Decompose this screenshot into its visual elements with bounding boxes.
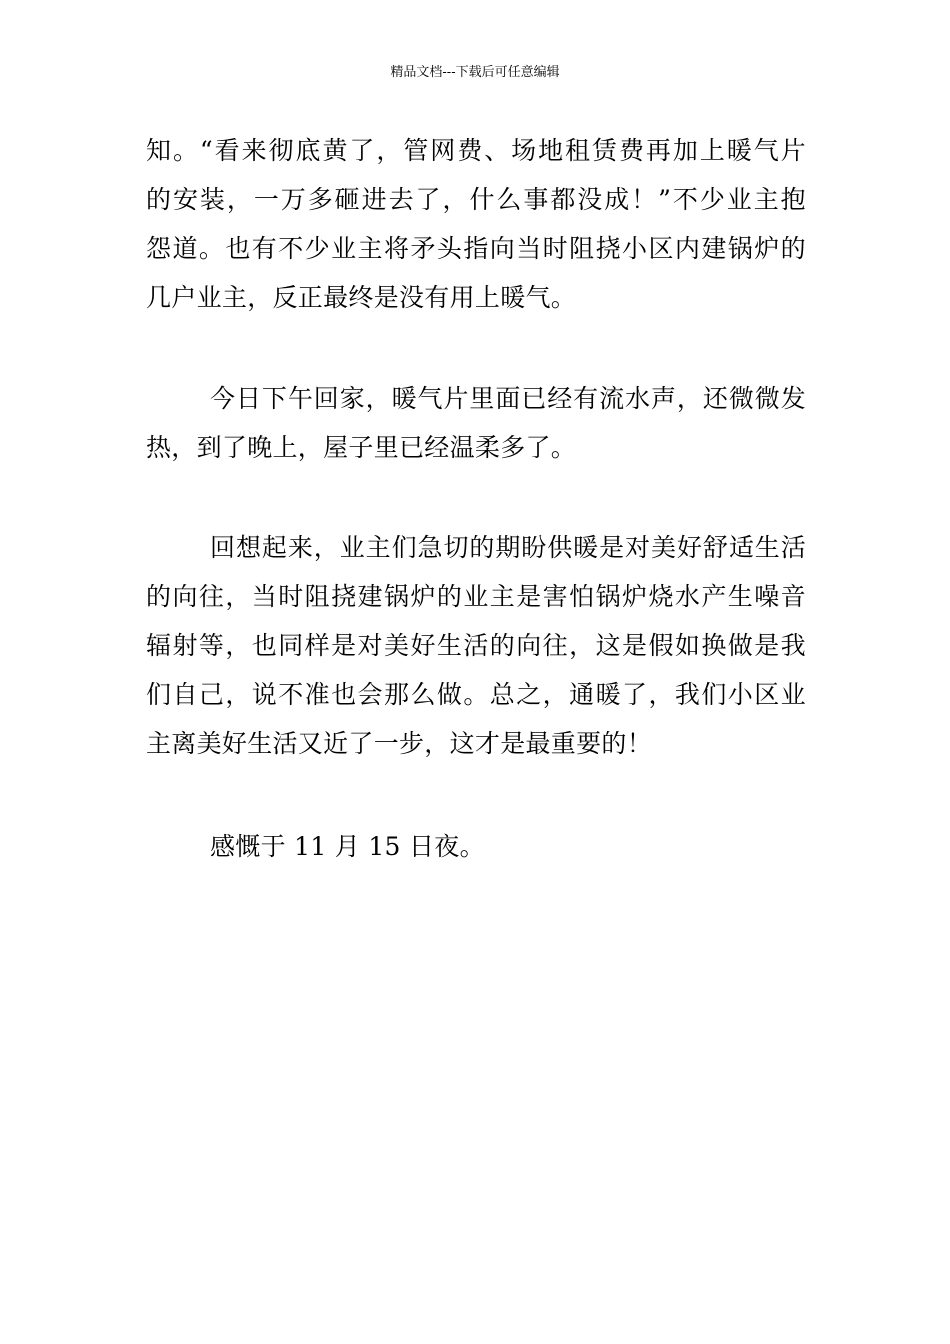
text-line: 回想起来，业主们急切的期盼供暖是对美好舒适生活 — [210, 533, 806, 562]
text-line: 辐射等，也同样是对美好生活的向往，这是假如换做是我 — [146, 631, 806, 660]
text-line: 感慨于 11 月 15 日夜。 — [210, 832, 485, 861]
paragraph-2 — [146, 374, 806, 472]
text-line: 热，到了晚上，屋子里已经温柔多了。 — [146, 433, 577, 462]
text-line: 几户业主，反正最终是没有用上暖气。 — [146, 283, 577, 312]
paragraph-4 — [146, 822, 806, 871]
text-line: 知。“看来彻底黄了，管网费、场地租赁费再加上暖气片 — [146, 136, 806, 165]
text-line: 今日下午回家，暖气片里面已经有流水声，还微微发 — [210, 384, 806, 413]
text-line: 怨道。也有不少业主将矛头指向当时阻挠小区内建锅炉的 — [146, 234, 806, 263]
paragraph-1 — [146, 126, 806, 322]
text-line: 的向往，当时阻挠建锅炉的业主是害怕锅炉烧水产生噪音 — [146, 582, 806, 611]
text-line: 主离美好生活又近了一步，这才是最重要的！ — [146, 729, 653, 758]
page-header: 精品文档---下载后可任意编辑 — [390, 65, 560, 80]
paragraph-3 — [146, 523, 806, 768]
text-line: 的安装，一万多砸进去了，什么事都没成！”不少业主抱 — [146, 185, 806, 214]
text-line: 们自己，说不准也会那么做。总之，通暖了，我们小区业 — [146, 680, 806, 709]
